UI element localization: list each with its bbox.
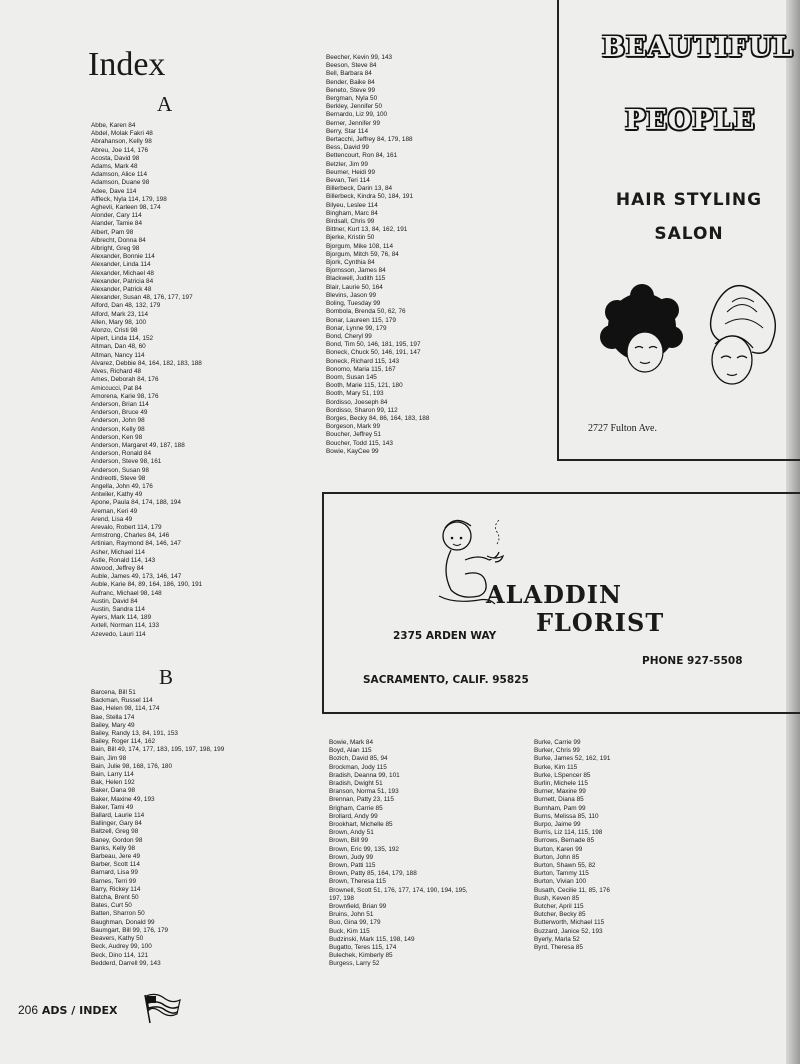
index-entry: Alexander, Susan 48, 176, 177, 197 [91,294,193,302]
index-entry: Bjorgum, Mike 108, 114 [326,242,394,250]
index-entry: Abreu, Joe 114, 176 [91,146,149,154]
index-entry: Adams, Mark 48 [91,163,138,171]
index-entry: Boyd, Alan 115 [329,747,372,755]
index-entry: Burton, Shawn 55, 82 [534,862,596,870]
index-entry: Buck, Kim 115 [329,927,370,935]
index-entry: Burke, James 52, 162, 191 [534,755,611,763]
section-letter-b: B [159,665,174,689]
florist-city: SACRAMENTO, CALIF. 95825 [363,674,529,686]
index-entry: Bush, Keven 85 [534,894,580,902]
index-entry: Armstrong, Charles 84, 146 [91,532,170,540]
index-entry: Abbe, Karen 84 [91,122,136,129]
index-entry: Alexander, Linda 114 [91,261,151,269]
index-entry: Brownfield, Brian 99 [329,903,387,911]
index-entry: Ames, Deborah 84, 176 [91,376,159,384]
footer-section: ADS / INDEX [41,1004,118,1017]
index-entry: Abdel, Molak Fakri 48 [91,130,153,138]
index-entry: Budzinski, Mark 115, 198, 149 [329,935,415,943]
index-entry: Beneto, Steve 99 [326,86,376,94]
index-entry: Alexander, Patricia 84 [91,277,154,285]
index-entry: Brown, Andy 51 [329,829,374,837]
index-column-b1 [91,689,224,968]
index-entry: Buo, Gina 99, 179 [329,919,381,927]
index-entry: Antwiler, Kathy 49 [91,491,143,499]
index-entry: Burton, Vivian 100 [534,878,587,886]
index-entry: Anderson, Bruce 49 [91,409,148,417]
index-entry: Angella, John 49, 176 [91,482,153,490]
index-entry: Busath, Cecilie 11, 85, 176 [534,886,610,894]
index-entry: Anderson, Ken 98 [91,433,143,441]
index-entry: Burrows, Bernade 85 [534,837,595,845]
florist-name-line2: FLORIST [536,608,665,637]
index-entry: Alexander, Bonnie 114 [91,253,155,261]
index-entry: Bradish, Dwight 51 [329,780,383,788]
index-entry: Austin, Sandra 114 [91,605,145,613]
index-entry: Alpert, Linda 114, 152 [91,335,154,343]
index-entry: Aufranc, Michael 98, 148 [91,589,162,597]
index-entry: Arend, Lisa 49 [91,515,133,523]
index-entry: Bender, Baike 84 [326,78,375,86]
index-entry: Aghevli, Karleen 98, 174 [91,204,161,212]
index-entry: Alexander, Michael 48 [91,269,154,277]
index-entry: Bjerke, Kristin 50 [326,234,375,242]
index-entry: Alander, Tamie 84 [91,220,143,228]
index-entry: Bonar, Laureen 115, 179 [326,316,396,324]
index-entry: Anderson, Ronald 84 [91,450,152,458]
salon-tagline-line1: HAIR STYLING [615,190,763,210]
index-entry: Burgess, Larry 52 [329,960,380,968]
index-entry: Bonomo, Maria 115, 167 [326,365,396,373]
index-entry: Atwood, Jeffrey 84 [91,564,144,572]
index-entry: Barnard, Lisa 99 [91,869,138,877]
index-entry: Burton, John 85 [534,853,580,861]
index-entry: Byrd, Theresa 85 [534,944,583,952]
index-entry: Bonar, Lynne 99, 179 [326,324,387,332]
index-entry: Bailey, Mary 49 [91,721,135,729]
index-entry: Beecher, Kevin 99, 143 [326,54,393,61]
index-entry: Barbeau, Jere 49 [91,853,141,861]
index-entry: Bingham, Marc 84 [326,209,378,217]
index-entry: Albright, Greg 98 [91,245,140,253]
index-entry: Alves, Richard 48 [91,368,142,376]
index-entry: Burnham, Pam 99 [534,804,586,812]
index-entry: Adamson, Duane 98 [91,179,150,187]
index-entry: Baumgart, Bill 99, 176, 179 [91,926,169,934]
index-entry: Bilyeu, Leslee 114 [326,201,378,209]
index-entry: Backman, Russel 114 [91,697,153,705]
index-entry: Affleck, Nyla 114, 179, 198 [91,195,167,203]
index-column-a [91,122,202,639]
index-entry: Bevan, Teri 114 [326,177,370,185]
page-title: Index [88,46,166,83]
index-entry: Bond, Cheryl 99 [326,332,372,340]
index-entry: Blackwell, Judith 115 [326,275,386,283]
index-entry: Brollard, Andy 99 [329,812,378,820]
index-entry: Butcher, Becky 85 [534,911,586,919]
index-entry: Asher, Michael 114 [91,548,145,556]
index-entry: Auble, Karie 84, 89, 164, 186, 190, 191 [91,581,203,589]
index-entry: Andreotti, Steve 98 [91,474,146,482]
index-entry: Adamson, Alice 114 [91,171,148,179]
salon-name-line2: PEOPLE [625,105,756,136]
index-entry: Blevins, Jason 99 [326,291,377,299]
index-entry: Booth, Mary 51, 193 [326,390,384,398]
index-entry: Bittner, Kurt 13, 84, 162, 191 [326,226,408,234]
index-entry: Bedderd, Darrell 99, 143 [91,959,161,967]
index-entry: Billerbeck, Darin 13, 84 [326,185,393,193]
index-entry: Burns, Melissa 85, 110 [534,812,599,820]
index-entry: Altman, Nancy 114 [91,351,145,359]
florist-address: 2375 ARDEN WAY [393,630,497,642]
index-entry: Bruins, John 51 [329,911,374,919]
index-entry: Barcena, Bill 51 [91,689,136,696]
index-entry: Byerly, Marla 52 [534,935,580,943]
index-entry: Alvarez, Debbie 84, 164, 182, 183, 188 [91,359,202,367]
index-entry: Buzzard, Janice 52, 193 [534,927,603,935]
index-entry: Bernardo, Liz 99, 100 [326,111,388,119]
index-entry: Bess, David 99 [326,144,369,152]
index-entry: Alonder, Cary 114 [91,212,142,220]
index-entry: Alonzo, Cristi 98 [91,327,138,335]
index-entry: Burnett, Diana 85 [534,796,584,804]
index-entry: Burris, Liz 114, 115, 198 [534,829,603,837]
florist-advertisement [322,492,800,714]
index-entry: Amiccucci, Pat 84 [91,384,142,392]
index-entry: Burton, Karen 99 [534,845,583,853]
salon-tagline-line2: SALON [654,224,724,244]
index-entry: Bertacchi, Jeffrey 84, 179, 188 [326,136,413,144]
index-entry: Albert, Pam 98 [91,228,134,236]
flag-icon [142,991,182,1025]
index-entry: Bradish, Deanna 99, 101 [329,771,400,779]
index-entry: Acosta, David 98 [91,154,140,162]
index-column-b4 [534,739,610,952]
index-entry: Altman, Dan 48, 60 [91,343,146,351]
index-entry: Brown, Judy 99 [329,853,374,861]
index-entry: 197, 198 [329,894,354,902]
index-entry: Boom, Susan 145 [326,373,377,381]
index-entry: Anderson, Steve 98, 161 [91,458,162,466]
index-entry: Brown, Bill 99 [329,837,369,845]
index-entry: Bordisso, Joeseph 84 [326,398,388,406]
index-entry: Brookhart, Michelle 85 [329,821,393,829]
index-entry: Bowie, KayCee 99 [326,447,379,455]
index-entry: Beeson, Steve 84 [326,62,377,70]
index-entry: Anderson, John 98 [91,417,145,425]
index-column-b2 [326,54,429,456]
index-entry: Burner, Maxine 99 [534,788,586,796]
index-entry: Ballard, Laurie 114 [91,812,145,820]
index-entry: Baker, Dana 98 [91,787,136,795]
index-entry: Bell, Barbara 84 [326,70,372,78]
florist-phone: PHONE 927-5508 [642,655,743,667]
index-entry: Burpo, Jaime 99 [534,821,581,829]
index-entry: Baker, Maxine 49, 193 [91,795,155,803]
index-entry: Burker, Chris 99 [534,747,580,755]
index-entry: Anderson, Kelly 98 [91,425,145,433]
index-entry: Berner, Jennifer 99 [326,119,380,127]
index-entry: Alford, Dan 48, 132, 179 [91,302,161,310]
page-number: 206 [18,1003,39,1017]
index-entry: Bettencourt, Ron 84, 161 [326,152,398,160]
index-entry: Birdsall, Chris 99 [326,218,375,226]
index-entry: Brown, Patti 115 [329,862,376,870]
index-entry: Burke, Kim 115 [534,763,578,771]
index-entry: Bordisso, Sharon 99, 112 [326,406,398,414]
index-entry: Berry, Star 114 [326,127,369,135]
index-entry: Batcha, Brent 50 [91,894,139,902]
index-entry: Borgeson, Mark 99 [326,423,380,431]
index-entry: Bain, Bill 49, 174, 177, 183, 195, 197, 198, 199 [91,746,225,754]
index-entry: Brownell, Scott 51, 176, 177, 174, 190, 194, 195, [329,886,468,894]
index-entry: Brigham, Carrie 85 [329,804,383,812]
index-entry: Alford, Mark 23, 114 [91,310,149,318]
index-entry: Bak, Helen 192 [91,779,135,787]
index-entry: Beck, Dino 114, 121 [91,951,149,959]
index-entry: Boling, Tuesday 99 [326,300,381,308]
index-entry: Bozich, David 85, 94 [329,755,388,763]
index-entry: Blair, Laurie 50, 164 [326,283,383,291]
index-entry: Arevalo, Robert 114, 179 [91,523,162,531]
index-entry: Butterworth, Michael 115 [534,919,605,927]
index-entry: Bugatto, Teres 115, 174 [329,944,397,952]
index-entry: Azevedo, Lauri 114 [91,630,146,638]
index-entry: Butcher, April 115 [534,903,584,911]
index-entry: Austin, David 84 [91,597,138,605]
index-entry: Bergman, Nyla 50 [326,95,378,103]
index-entry: Boneck, Chuck 50, 146, 191, 147 [326,349,421,357]
florist-name-line1: ALADDIN [486,580,622,609]
index-entry: Berkley, Jennifer 50 [326,103,383,111]
index-entry: Boneck, Richard 115, 143 [326,357,400,365]
index-entry: Allen, Mary 98, 100 [91,318,147,326]
index-entry: Booth, Marie 115, 121, 180 [326,382,403,390]
hairstyle-faces-illustration [597,282,787,412]
index-entry: Ayers, Mark 114, 189 [91,614,152,622]
index-entry: Bain, Larry 114 [91,771,134,779]
index-entry: Bates, Curt 50 [91,902,132,910]
index-entry: Brockman, Jody 115 [329,763,387,771]
index-entry: Barber, Scott 114 [91,861,140,869]
index-entry: Bailey, Randy 13, 84, 191, 153 [91,730,178,738]
index-entry: Anderson, Margaret 49, 187, 188 [91,441,185,449]
index-entry: Billerbeck, Kindra 50, 184, 191 [326,193,414,201]
index-entry: Bond, Tim 50, 146, 181, 195, 197 [326,341,421,349]
index-entry: Abrahanson, Kelly 98 [91,138,152,146]
index-entry: Astle, Ronald 114, 143 [91,556,156,564]
salon-advertisement [557,0,800,461]
index-entry: Adee, Dave 114 [91,187,137,195]
index-entry: Burke, Carrie 99 [534,739,581,746]
index-entry: Albrecht, Donna 84 [91,236,146,244]
index-entry: Artinian, Raymond 84, 146, 147 [91,540,181,548]
index-entry: Brown, Theresa 115 [329,878,386,886]
index-entry: Axtell, Norman 114, 133 [91,622,160,630]
index-entry: Baltzell, Greg 98 [91,828,139,836]
index-entry: Anderson, Brian 114 [91,400,149,408]
index-entry: Boucher, Jeffrey 51 [326,431,381,439]
index-entry: Bulechek, Kimberly 85 [329,952,393,960]
index-entry: Beumer, Heidi 99 [326,168,376,176]
index-entry: Brown, Eric 99, 135, 192 [329,845,399,853]
index-entry: Bombola, Brenda 50, 62, 76 [326,308,406,316]
index-entry: Boucher, Todd 115, 143 [326,439,393,447]
index-entry: Amorena, Karie 98, 176 [91,392,159,400]
index-entry: Baughman, Donald 99 [91,918,155,926]
index-entry: Beavers, Kathy 50 [91,935,144,943]
index-entry: Batten, Sharron 50 [91,910,145,918]
index-entry: Alexander, Patrick 48 [91,286,152,294]
index-entry: Areman, Keri 49 [91,507,138,515]
index-entry: Bae, Helen 98, 114, 174 [91,705,160,713]
index-entry: Baney, Gordon 98 [91,836,143,844]
index-entry: Brown, Patty 85, 164, 179, 188 [329,870,417,878]
index-entry: Bailey, Roger 114, 162 [91,738,156,746]
index-entry: Bjork, Cynthia 84 [326,259,375,267]
index-entry: Barnes, Terri 99 [91,877,136,885]
index-column-b3 [329,739,468,969]
index-entry: Borges, Becky 84, 86, 164, 183, 188 [326,414,430,422]
index-entry: Burton, Tammy 115 [534,870,589,878]
index-entry: Bae, Stella 174 [91,713,135,721]
index-entry: Betzler, Jim 99 [326,160,368,168]
index-entry: Burlin, Michele 115 [534,780,588,788]
index-entry: Brennan, Patty 23, 115 [329,796,394,804]
index-entry: Apone, Paula 84, 174, 188, 194 [91,499,181,507]
salon-name-line1: BEAUTIFUL [602,32,794,63]
index-entry: Ballinger, Gary 84 [91,820,142,828]
index-entry: Bain, Julie 98, 168, 176, 180 [91,762,173,770]
index-entry: Branson, Norma 51, 193 [329,788,399,796]
index-entry: Burke, LSpencer 85 [534,771,591,779]
salon-address: 2727 Fulton Ave. [588,423,657,434]
index-entry: Banks, Kelly 98 [91,844,136,852]
index-entry: Beck, Audrey 99, 100 [91,943,152,951]
page-footer [18,1003,118,1017]
index-entry: Bjorgum, Mitch 59, 76, 84 [326,250,399,258]
section-letter-a: A [157,92,173,116]
index-entry: Bain, Jim 98 [91,754,127,762]
index-entry: Bowie, Mark 84 [329,739,374,746]
index-entry: Anderson, Susan 98 [91,466,149,474]
index-entry: Auble, James 49, 173, 146, 147 [91,573,182,581]
index-entry: Barry, Rickey 114 [91,885,141,893]
index-entry: Baker, Tami 49 [91,803,134,811]
index-entry: Bjornsson, James 84 [326,267,386,275]
